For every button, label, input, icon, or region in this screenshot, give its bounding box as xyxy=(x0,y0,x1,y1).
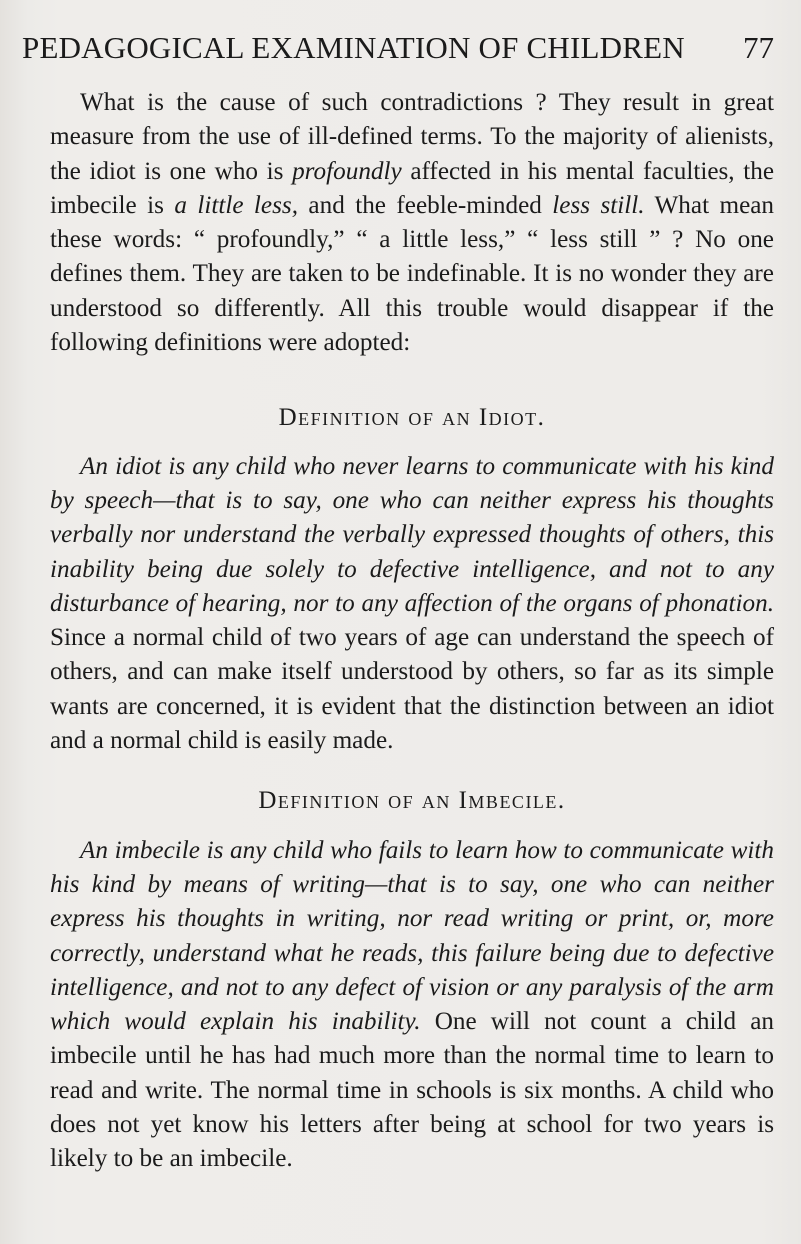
intro-text-2: affected in his mental faculties, the imbecile is xyxy=(50,157,774,219)
body-text xyxy=(50,86,774,1177)
intro-emphasis-less-still: less still. xyxy=(552,191,645,219)
imbecile-definition-italic: An imbecile is any child who fails to learn how to communicate with his kind by means of writing—that is to say, one who can neither express his thoughts in writing, nor read writing or print, or, more correctly, understand what he reads, this failure being due to defective intelligence, and not to any defect of vision or any paralysis of the arm which would explain his inability. xyxy=(50,836,774,1036)
idiot-definition-italic: An idiot is any child who never learns to communicate with his kind by speech—that is to say, one who can neither express his thoughts verbally nor understand the verbally expressed thoughts of others, this inability being due solely to defective intelligence, and not to any disturbance of hearing, nor to any affection of the organs of phonation. xyxy=(50,452,774,617)
imbecile-definition-text: One will not count a child an imbecile until he has had much more than the normal time to learn to read and write. The normal time in schools is six months. A child who does not yet know his letters after being at school for two years is likely to be an imbecile. xyxy=(50,1008,774,1173)
intro-emphasis-a-little-less: a little less, xyxy=(174,191,299,219)
intro-paragraph xyxy=(50,86,774,360)
idiot-definition-heading: Definition of an Idiot. xyxy=(278,404,546,432)
page-header xyxy=(22,30,774,74)
idiot-definition-paragraph xyxy=(50,450,774,759)
intro-text-4: What mean these words: “ profoundly,” “ a little less,” “ less still ” ? No one defines them. They are taken to be indefinable. It is no wonder they are understood so differently. All this trouble would disappear if the following definitions were adopted: xyxy=(50,191,775,357)
imbecile-definition-heading: Definition of an Imbecile. xyxy=(258,787,566,815)
intro-emphasis-profoundly: profoundly xyxy=(292,157,402,185)
imbecile-definition-paragraph xyxy=(50,834,774,1177)
running-head: PEDAGOGICAL EXAMINATION OF CHILDREN xyxy=(22,30,685,65)
intro-text-3: and the feeble-minded xyxy=(298,191,553,219)
intro-text-1: What is the cause of such contradictions ? They result in great measure from the use of ill-defined terms. To the majority of alienists, the idiot is one who is xyxy=(50,89,774,185)
page-number: 77 xyxy=(743,30,774,65)
idiot-definition-text: Since a normal child of two years of age can understand the speech of others, and can make itself understood by others, so far as its simple wants are concerned, it is evident that the distinction between an idiot and a normal child is easily made. xyxy=(50,624,774,755)
